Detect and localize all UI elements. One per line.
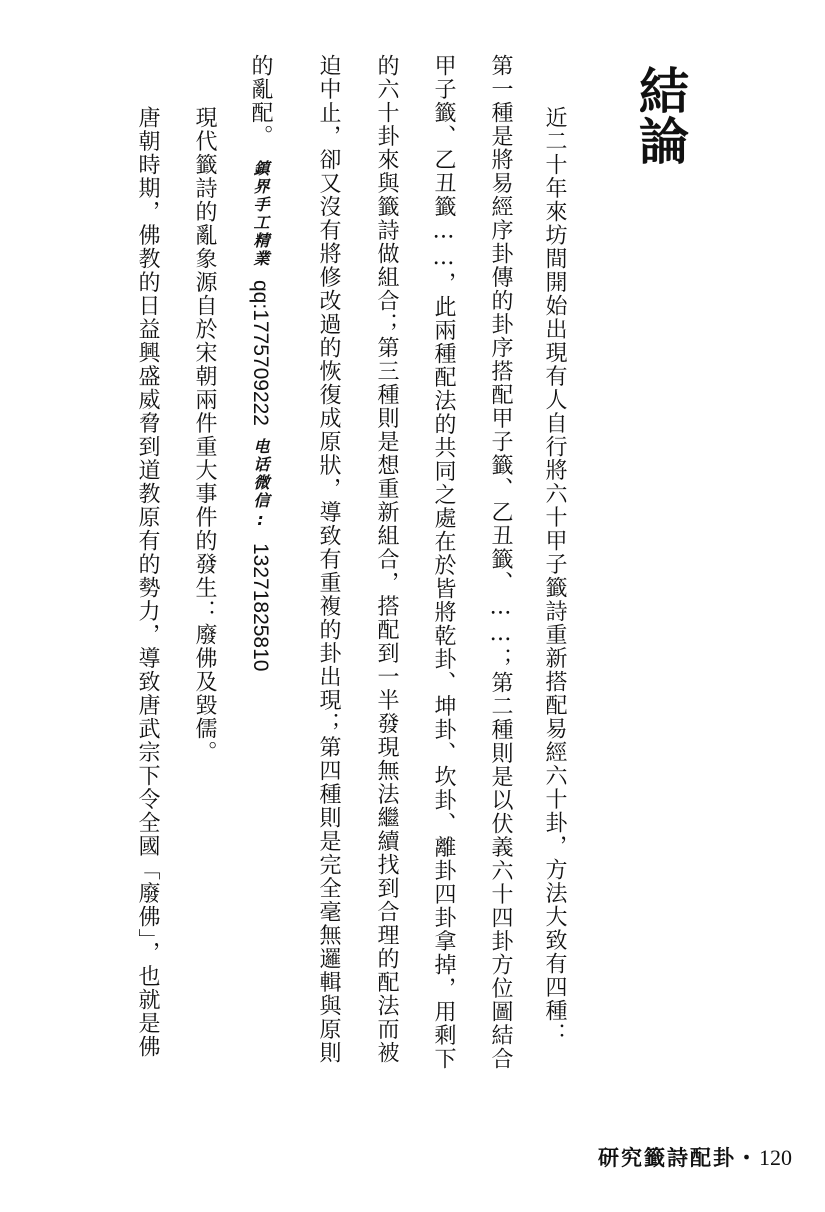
footer-separator: ・ [736,1145,759,1170]
watermark-contact-label: 电话微信: [251,438,270,531]
text-column-1: 近二十年來坊間開始出現有人自行將六十甲子籤詩重新搭配易經六十卦，方法大致有四種： [542,106,567,1046]
watermark-phone: 13271825810 [249,543,272,672]
page-number: 120 [759,1145,792,1170]
text-column-6-body: 的亂配。 [248,54,273,148]
text-column-8: 唐朝時期，佛教的日益興盛威脅到道教原有的勢力，導致唐武宗下令全國「廢佛」，也就是佛 [135,106,160,1059]
page-footer [598,1142,792,1172]
text-column-5: 迫中止，卻又沒有將修改過的恢復成原狀，導致有重複的卦出現；第四種則是完全毫無邏輯與原則 [316,54,341,1065]
text-column-3: 甲子籤、乙丑籤……，此兩種配法的共同之處在於皆將乾卦、坤卦、坎卦、離卦四卦拿掉，用剩下 [431,54,456,1071]
running-head: 研究籤詩配卦 [598,1145,736,1170]
watermark-label: 鎮界手工精業 [251,160,270,268]
text-column-6 [249,54,271,671]
text-column-4: 的六十卦來與籤詩做組合；第三種則是想重新組合，搭配到一半發現無法繼續找到合理的配法而被 [374,54,399,1065]
chapter-title: 結論 [631,65,690,165]
text-column-7: 現代籤詩的亂象源自於宋朝兩件重大事件的發生：廢佛及毀儒。 [192,106,217,764]
watermark-qq: qq:1775709222 [249,280,272,426]
text-column-2: 第一種是將易經序卦傳的卦序搭配甲子籤、乙丑籤、……；第二種則是以伏義六十四卦方位圖結合 [488,54,513,1071]
